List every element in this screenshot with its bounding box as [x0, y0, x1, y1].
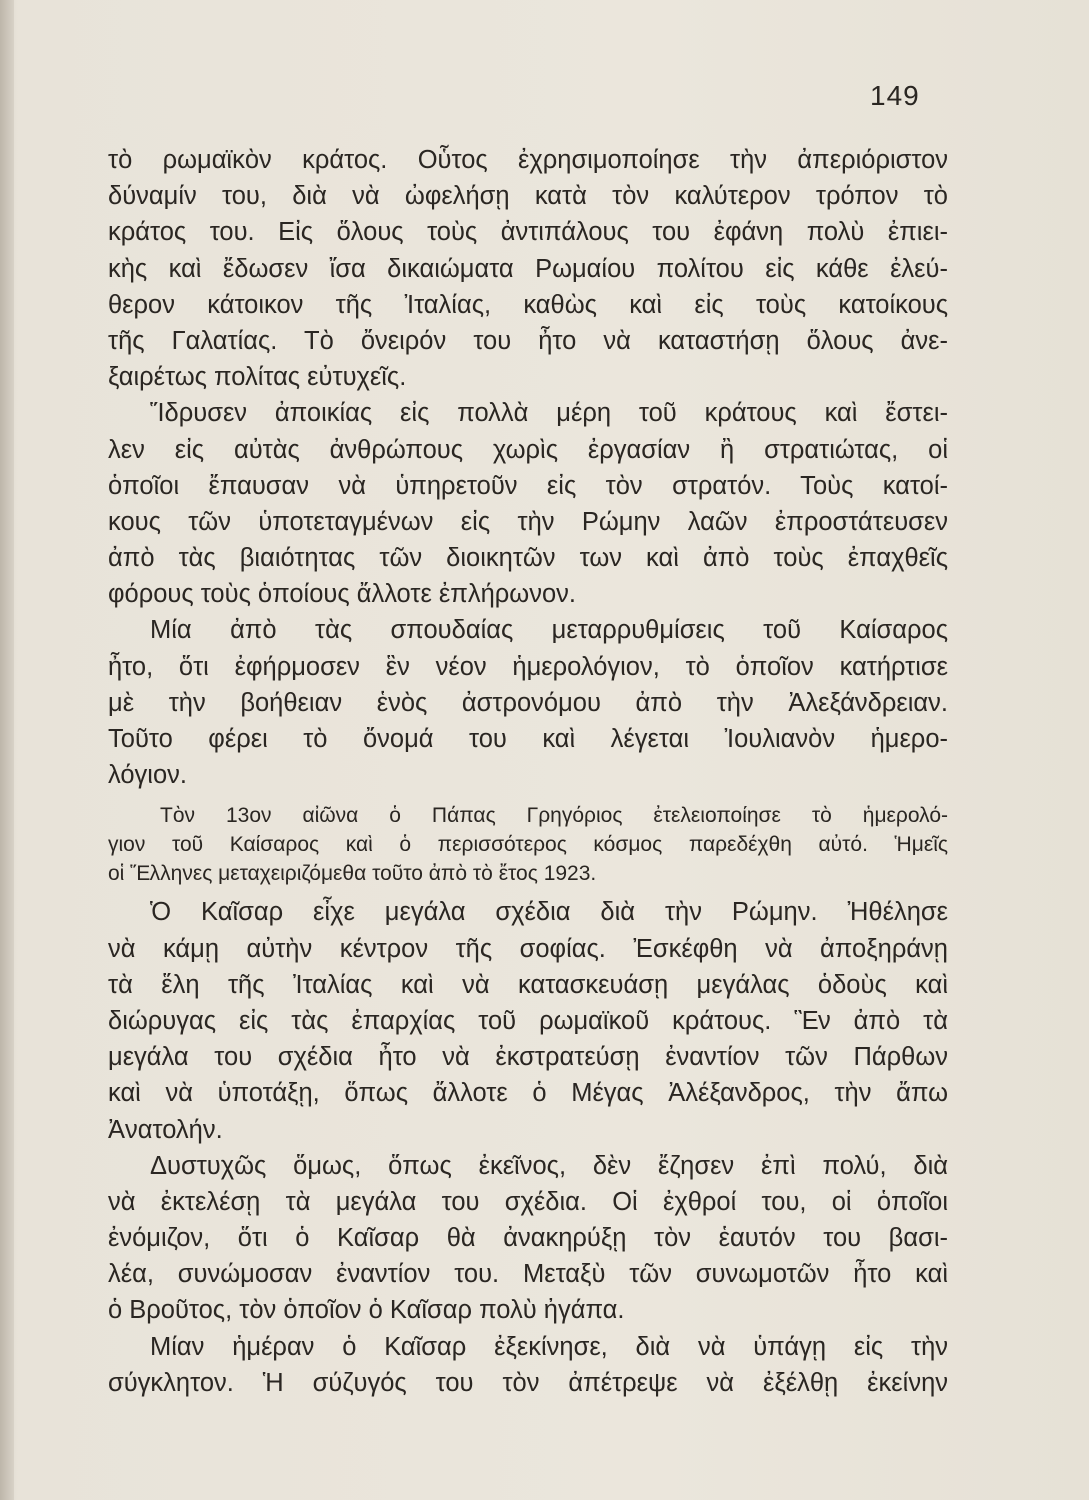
text-line: νὰ κάμῃ αὐτὴν κέντρον τῆς σοφίας. Ἐσκέφθη νὰ ἀποξηράνῃ [108, 934, 948, 963]
text-line: ξαιρέτως πολίτας εὐτυχεῖς. [108, 363, 407, 392]
text-line: σύγκλητον. Ἡ σύζυγός του τὸν ἀπέτρεψε νὰ ἐξέλθῃ ἐκείνην [108, 1368, 948, 1397]
text-line: κους τῶν ὑποτεταγμένων εἰς τὴν Ρώμην λαῶν ἐπροστάτευσεν [108, 507, 948, 536]
text-line: Ἀνατολήν. [108, 1115, 223, 1144]
paragraph-start-line: Ὁ Καῖσαρ εἶχε μεγάλα σχέδια διὰ τὴν Ρώμην. Ἠθέλησε [150, 898, 948, 927]
text-line: καὶ νὰ ὑποτάξῃ, ὅπως ἄλλοτε ὁ Μέγας Ἀλέξανδρος, τὴν ἄπω [108, 1079, 948, 1108]
text-line: τῆς Γαλατίας. Τὸ ὄνειρόν του ἦτο νὰ καταστήσῃ ὅλους ἀνε- [108, 326, 948, 355]
spacer [108, 793, 948, 801]
note-line: οἱ Ἕλληνες μεταχειριζόμεθα τοῦτο ἀπὸ τὸ ἔτος 1923. [108, 862, 597, 886]
text-line: ἦτο, ὅτι ἐφήρμοσεν ἓν νέον ἡμερολόγιον, τὸ ὁποῖον κατήρτισε [108, 652, 948, 681]
text-line: νὰ ἐκτελέσῃ τὰ μεγάλα του σχέδια. Οἱ ἐχθροί του, οἱ ὁποῖοι [108, 1187, 948, 1216]
text-line: λόγιον. [108, 761, 187, 790]
text-line: μὲ τὴν βοήθειαν ἑνὸς ἀστρονόμου ἀπὸ τὴν Ἀλεξάνδρειαν. [108, 688, 948, 717]
text-line: λέα, συνώμοσαν ἐναντίον του. Μεταξὺ τῶν συνωμοτῶν ἦτο καὶ [108, 1260, 948, 1289]
text-line: Τοῦτο φέρει τὸ ὄνομά του καὶ λέγεται Ἰουλιανὸν ἡμερο- [108, 725, 948, 753]
text-line: δύναμίν του, διὰ νὰ ὠφελήσῃ κατὰ τὸν καλύτερον τρόπον τὸ [108, 182, 948, 211]
note-line: Τὸν 13ον αἰῶνα ὁ Πάπας Γρηγόριος ἐτελειοποίησε τὸ ἡμερολό- [160, 804, 948, 828]
footnote-block [108, 801, 948, 888]
body-text [108, 142, 948, 1401]
text-line: φόρους τοὺς ὁποίους ἄλλοτε ἐπλήρωνον. [108, 580, 576, 609]
paragraph-start-line: Ἵδρυσεν ἀποικίας εἰς πολλὰ μέρη τοῦ κράτους καὶ ἔστει- [150, 399, 948, 428]
paragraph-start-line: Μία ἀπὸ τὰς σπουδαίας μεταρρυθμίσεις τοῦ Καίσαρος [150, 616, 948, 645]
text-line: τὸ ρωμαϊκὸν κράτος. Οὗτος ἐχρησιμοποίησε τὴν ἀπεριόριστον [108, 146, 948, 174]
page-binding-edge [0, 0, 14, 1500]
paragraph-start-line: Μίαν ἡμέραν ὁ Καῖσαρ ἐξεκίνησε, διὰ νὰ ὑπάγῃ εἰς τὴν [150, 1332, 948, 1361]
text-line: ἐνόμιζον, ὅτι ὁ Καῖσαρ θὰ ἀνακηρύξῃ τὸν ἑαυτόν του βασι- [108, 1224, 948, 1253]
paragraph-start-line: Δυστυχῶς ὅμως, ὅπως ἐκεῖνος, δὲν ἔζησεν ἐπὶ πολύ, διὰ [150, 1151, 948, 1180]
text-line: ὁποῖοι ἔπαυσαν νὰ ὑπηρετοῦν εἰς τὸν στρατόν. Τοὺς κατοί- [108, 471, 948, 500]
page-number: 149 [870, 80, 920, 111]
text-line: κὴς καὶ ἔδωσεν ἴσα δικαιώματα Ρωμαίου πολίτου εἰς κάθε ἐλεύ- [108, 254, 948, 283]
text-line: διώρυγας εἰς τὰς ἐπαρχίας τοῦ ρωμαϊκοῦ κράτους. Ἓν ἀπὸ τὰ [108, 1006, 948, 1035]
text-line: θερον κάτοικον τῆς Ἰταλίας, καθὼς καὶ εἰς τοὺς κατοίκους [108, 290, 948, 319]
text-line: ὁ Βροῦτος, τὸν ὁποῖον ὁ Καῖσαρ πολὺ ἠγάπα. [108, 1296, 625, 1325]
text-line: τὰ ἕλη τῆς Ἰταλίας καὶ νὰ κατασκευάσῃ μεγάλας ὁδοὺς καὶ [108, 970, 948, 999]
text-line: λεν εἰς αὐτὰς ἀνθρώπους χωρὶς ἐργασίαν ἢ στρατιώτας, οἱ [108, 435, 948, 464]
note-line: γιον τοῦ Καίσαρος καὶ ὁ περισσότερος κόσμος παρεδέχθη αὐτό. Ἡμεῖς [108, 833, 948, 857]
text-line: μεγάλα του σχέδια ἦτο νὰ ἐκστρατεύσῃ ἐναντίον τῶν Πάρθων [108, 1043, 948, 1072]
text-line: ἀπὸ τὰς βιαιότητας τῶν διοικητῶν των καὶ ἀπὸ τοὺς ἐπαχθεῖς [108, 544, 948, 573]
text-line: κράτος του. Εἰς ὅλους τοὺς ἀντιπάλους του ἐφάνη πολὺ ἐπιει- [108, 218, 948, 247]
